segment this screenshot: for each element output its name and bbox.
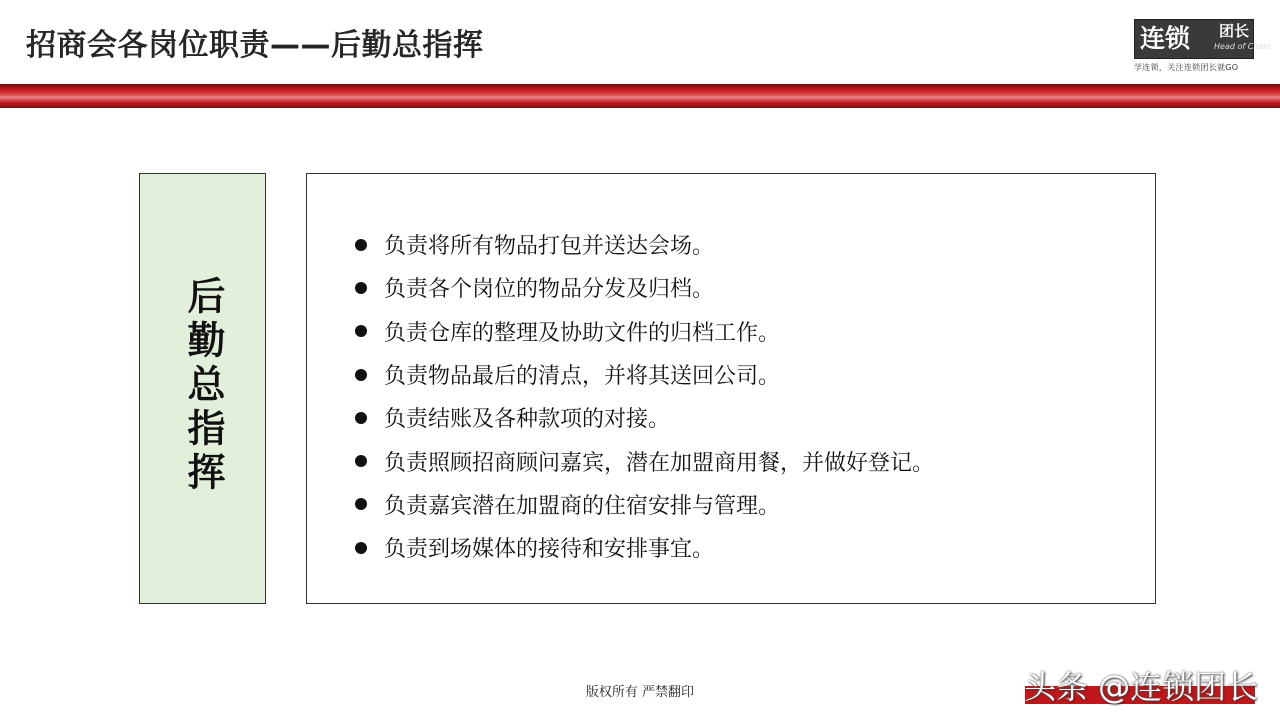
duty-item <box>355 266 934 309</box>
role-label: 后勤总指挥 <box>181 276 225 496</box>
duty-item <box>355 310 934 353</box>
duty-text: 负责到场媒体的接待和安排事宜。 <box>384 537 715 563</box>
duty-text: 负责仓库的整理及协助文件的归档工作。 <box>384 320 781 346</box>
bullet-icon <box>355 412 367 424</box>
bullet-icon <box>355 498 367 510</box>
duty-item <box>355 483 934 526</box>
duty-item <box>355 439 934 482</box>
logo-tagline: 学连锁，关注连锁团长就GO <box>1134 63 1239 72</box>
watermark-text: 头条 @连锁团长 <box>1024 668 1259 706</box>
header-divider-band <box>0 84 1280 108</box>
duty-text: 负责各个岗位的物品分发及归档。 <box>384 277 715 303</box>
duty-list <box>355 223 934 569</box>
duty-item <box>355 223 934 266</box>
role-box <box>139 173 266 604</box>
bullet-icon <box>355 239 367 251</box>
duty-item <box>355 353 934 396</box>
duty-item <box>355 526 934 569</box>
bullet-icon <box>355 455 367 467</box>
brand-logo <box>1134 19 1271 73</box>
bullet-icon <box>355 282 367 294</box>
logo-main-text: 连锁 <box>1140 24 1191 53</box>
slide-title: 招商会各岗位职责——后勤总指挥 <box>26 28 484 63</box>
duty-text: 负责嘉宾潜在加盟商的住宿安排与管理。 <box>384 493 781 519</box>
bullet-icon <box>355 325 367 337</box>
logo-english-text: Head of Chain <box>1214 42 1271 51</box>
bullet-icon <box>355 369 367 381</box>
logo-box <box>1134 19 1271 59</box>
bullet-icon <box>355 542 367 554</box>
duty-text: 负责结账及各种款项的对接。 <box>384 407 671 433</box>
duty-text: 负责照顾招商顾问嘉宾，潜在加盟商用餐，并做好登记。 <box>384 450 935 476</box>
logo-sub-text: 团长 <box>1219 22 1250 40</box>
duty-box <box>306 173 1156 604</box>
duty-text: 负责将所有物品打包并送达会场。 <box>384 234 715 260</box>
footer-copyright: 版权所有 严禁翻印 <box>585 685 695 700</box>
duty-item <box>355 396 934 439</box>
duty-text: 负责物品最后的清点，并将其送回公司。 <box>384 364 781 390</box>
